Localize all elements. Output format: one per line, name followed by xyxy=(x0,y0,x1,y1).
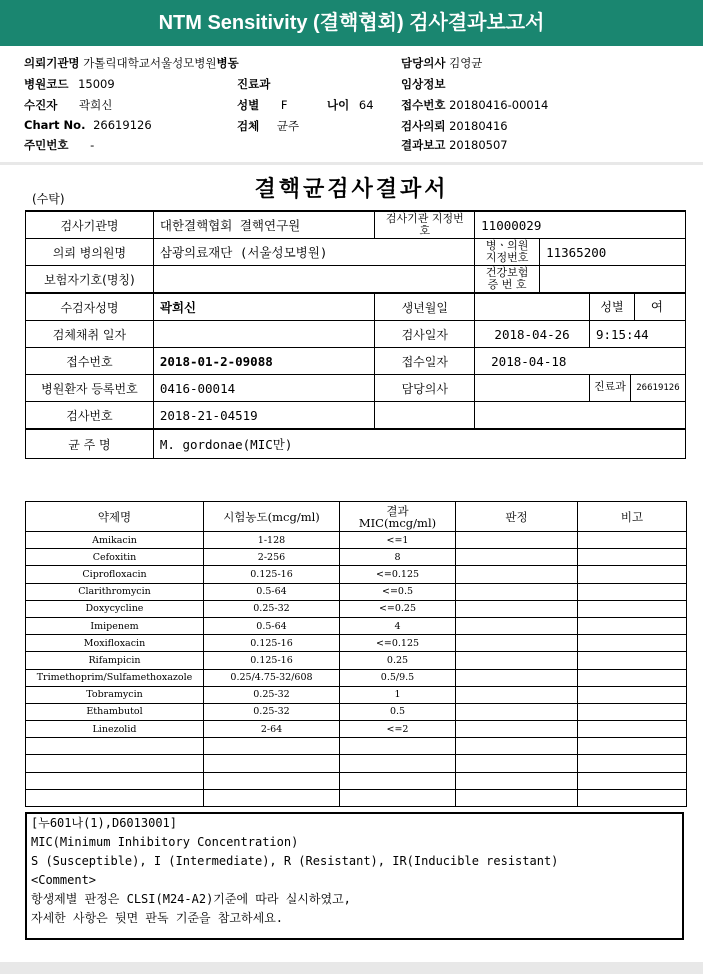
table-row xyxy=(26,532,687,549)
doctor-value: 김영균 xyxy=(449,56,483,70)
chart-value: 26619126 xyxy=(93,118,152,132)
mic-result-cell: <=2 xyxy=(340,721,456,738)
comment-box xyxy=(25,812,684,940)
request-field xyxy=(401,118,508,134)
chart-field xyxy=(24,118,152,132)
insured-value xyxy=(153,266,474,294)
blank-cell-2 xyxy=(475,402,686,430)
comment-line: 자세한 사항은 뒷면 판독 기준을 참고하세요. xyxy=(31,911,284,925)
test-conc-cell: 0.25-32 xyxy=(204,686,340,703)
test-date-label: 검사일자 xyxy=(375,321,475,348)
doc-label: 담당의사 xyxy=(375,375,475,402)
remark-cell xyxy=(578,703,687,720)
mic-result-cell: 4 xyxy=(340,617,456,634)
judgement-cell xyxy=(456,652,578,669)
mic-result-cell: <=1 xyxy=(340,532,456,549)
table-row xyxy=(26,686,687,703)
organism-label: 균 주 명 xyxy=(26,429,154,459)
test-conc-cell xyxy=(204,738,340,755)
judgement-cell xyxy=(456,669,578,686)
judgement-cell xyxy=(456,738,578,755)
drug-name-cell xyxy=(26,755,204,772)
test-conc-cell: 0.25-32 xyxy=(204,600,340,617)
table-row xyxy=(26,635,687,652)
table-row xyxy=(26,566,687,583)
remark-header: 비고 xyxy=(578,502,687,532)
comment-line: 항생제별 판정은 CLSI(M24-A2)기준에 따라 실시하였고, xyxy=(31,892,351,906)
drug-table-header xyxy=(26,502,687,532)
judgement-cell xyxy=(456,532,578,549)
request-value: 20180416 xyxy=(449,119,508,133)
hosp-label: 의뢰 병의원명 xyxy=(26,239,154,266)
remark-cell xyxy=(578,652,687,669)
mic-result-cell: <=0.25 xyxy=(340,600,456,617)
test-conc-cell xyxy=(204,755,340,772)
reg-label: 병원환자 등록번호 xyxy=(26,375,154,402)
judgement-cell xyxy=(456,600,578,617)
judgement-header: 판정 xyxy=(456,502,578,532)
test-conc-cell xyxy=(204,772,340,789)
org-no-label: 검사기관 지정번호 xyxy=(375,211,475,239)
mic-result-cell: <=0.125 xyxy=(340,635,456,652)
collector-label: 수진자 xyxy=(24,98,58,112)
doc-value xyxy=(475,375,590,402)
judgement-cell xyxy=(456,583,578,600)
table-row xyxy=(26,755,687,772)
judgement-cell xyxy=(456,721,578,738)
org-value: 대한결핵협회 결핵연구원 xyxy=(153,211,375,239)
ward-label: 병동 xyxy=(216,56,239,70)
comment-line: S (Susceptible), I (Intermediate), R (Resistant), IR(Inducible resistant) xyxy=(31,854,559,868)
remark-cell xyxy=(578,566,687,583)
age-label: 나이 xyxy=(327,98,350,112)
test-time-value: 9:15:44 xyxy=(589,321,685,348)
table-row xyxy=(26,549,687,566)
sex-label: 성별 xyxy=(237,98,260,112)
comment-line: <Comment> xyxy=(31,873,97,887)
mic-result-cell: 0.5 xyxy=(340,703,456,720)
drug-name-cell: Amikacin xyxy=(26,532,204,549)
judgement-cell xyxy=(456,686,578,703)
drug-name-cell xyxy=(26,789,204,806)
hosp-no-label: 병ㆍ의원 지정번호 xyxy=(475,239,540,266)
req-org-value: 가톨릭대학교서울성모병원 xyxy=(83,56,217,70)
table-row xyxy=(26,789,687,806)
table-row xyxy=(26,617,687,634)
consignment-label: (수탁) xyxy=(32,192,65,206)
mic-result-cell xyxy=(340,755,456,772)
dept-field xyxy=(237,76,270,92)
name-label: 수검자성명 xyxy=(26,293,154,321)
id-label: 주민번호 xyxy=(24,138,69,152)
hosp-no-value: 11365200 xyxy=(540,239,686,266)
test-conc-cell: 0.25/4.75-32/608 xyxy=(204,669,340,686)
remark-cell xyxy=(578,600,687,617)
id-field xyxy=(24,137,94,153)
remark-cell xyxy=(578,721,687,738)
conc-header: 시험농도(mcg/ml) xyxy=(204,502,340,532)
remark-cell xyxy=(578,755,687,772)
table-row xyxy=(26,583,687,600)
sheet-sex-label: 성별 xyxy=(590,294,635,320)
judgement-cell xyxy=(456,635,578,652)
judgement-cell xyxy=(456,549,578,566)
report-date-field xyxy=(401,137,508,153)
ins-no-label: 건강보험 증 번 호 xyxy=(475,266,540,294)
drug-name-cell: Moxifloxacin xyxy=(26,635,204,652)
receipt-field xyxy=(401,97,548,113)
sheet-dept-label: 진료과 xyxy=(594,380,626,393)
remark-cell xyxy=(578,635,687,652)
remark-cell xyxy=(578,583,687,600)
age-field xyxy=(327,97,374,113)
testno-value: 2018-21-04519 xyxy=(153,402,375,430)
sheet-sex-value: 여 xyxy=(650,299,663,314)
hosp-value: 삼광의료재단 (서울성모병원) xyxy=(153,239,474,266)
table-row xyxy=(26,703,687,720)
table-row xyxy=(26,738,687,755)
remark-cell xyxy=(578,686,687,703)
drug-name-cell: Rifampicin xyxy=(26,652,204,669)
remark-cell xyxy=(578,617,687,634)
report-date-label: 결과보고 xyxy=(401,138,446,152)
mic-result-cell xyxy=(340,789,456,806)
divider xyxy=(0,162,703,165)
test-conc-cell: 0.125-16 xyxy=(204,652,340,669)
receipt-label: 접수번호 xyxy=(401,98,446,112)
reg-value: 0416-00014 xyxy=(153,375,375,402)
drug-name-cell: Linezolid xyxy=(26,721,204,738)
table-row xyxy=(26,652,687,669)
receipt-date-label: 접수일자 xyxy=(375,348,475,375)
specimen-field xyxy=(237,118,299,134)
report-date-value: 20180507 xyxy=(449,138,508,152)
ins-no-value xyxy=(540,266,686,294)
judgement-cell xyxy=(456,772,578,789)
birth-label: 생년월일 xyxy=(375,293,475,321)
test-conc-cell: 0.125-16 xyxy=(204,635,340,652)
mic-header: 결과 MIC(mcg/ml) xyxy=(340,502,456,532)
remark-cell xyxy=(578,549,687,566)
collector-value: 곽희신 xyxy=(78,98,113,112)
sex-field xyxy=(237,97,288,113)
collect-label: 검체채취 일자 xyxy=(26,321,154,348)
bottom-bar xyxy=(0,962,703,974)
table-row xyxy=(26,721,687,738)
sex-cell xyxy=(589,293,685,321)
mic-result-cell xyxy=(340,772,456,789)
drug-name-cell: Tobramycin xyxy=(26,686,204,703)
test-conc-cell: 0.5-64 xyxy=(204,583,340,600)
judgement-cell xyxy=(456,617,578,634)
drug-name-cell xyxy=(26,772,204,789)
test-conc-cell: 2-64 xyxy=(204,721,340,738)
test-conc-cell: 2-256 xyxy=(204,549,340,566)
dept-cell xyxy=(589,375,685,402)
clinical-field xyxy=(401,76,445,92)
drug-name-cell: Trimethoprim/Sulfamethoxazole xyxy=(26,669,204,686)
code-value: 15009 xyxy=(78,77,115,91)
sheet-title: 결핵균검사결과서 xyxy=(254,176,449,202)
test-conc-cell xyxy=(204,789,340,806)
code-label: 병원코드 xyxy=(24,77,69,91)
blank-cell-1 xyxy=(375,402,475,430)
patient-info-table xyxy=(25,210,686,459)
mic-result-cell xyxy=(340,738,456,755)
remark-cell xyxy=(578,738,687,755)
remark-cell xyxy=(578,532,687,549)
org-no-value: 11000029 xyxy=(475,211,686,239)
remark-cell xyxy=(578,789,687,806)
comment-line: [누601나(1),D6013001] xyxy=(31,816,178,830)
request-label: 검사의뢰 xyxy=(401,119,446,133)
drug-header: 약제명 xyxy=(26,502,204,532)
clinical-label: 임상정보 xyxy=(401,77,446,91)
receipt-date-value: 2018-04-18 xyxy=(475,348,686,375)
test-conc-cell: 0.25-32 xyxy=(204,703,340,720)
chart-label: Chart No. xyxy=(24,118,86,132)
receipt-no-label: 접수번호 xyxy=(26,348,154,375)
specimen-label: 검체 xyxy=(237,119,260,133)
remark-cell xyxy=(578,669,687,686)
mic-result-cell: <=0.5 xyxy=(340,583,456,600)
judgement-cell xyxy=(456,703,578,720)
testno-label: 검사번호 xyxy=(26,402,154,430)
test-conc-cell: 1-128 xyxy=(204,532,340,549)
remark-cell xyxy=(578,772,687,789)
drug-name-cell: Ciprofloxacin xyxy=(26,566,204,583)
collector-field xyxy=(24,97,112,113)
table-row xyxy=(26,772,687,789)
doctor-label: 담당의사 xyxy=(401,56,446,70)
drug-name-cell: Clarithromycin xyxy=(26,583,204,600)
birth-value xyxy=(475,293,590,321)
drug-name-cell xyxy=(26,738,204,755)
sheet-dept-value: 26619126 xyxy=(630,375,685,401)
test-conc-cell: 0.125-16 xyxy=(204,566,340,583)
test-date-value: 2018-04-26 xyxy=(475,321,590,348)
doctor-field xyxy=(401,55,482,71)
mic-result-cell: 1 xyxy=(340,686,456,703)
organism-value: M. gordonae(MIC만) xyxy=(153,429,685,459)
mic-result-cell: 8 xyxy=(340,549,456,566)
age-value: 64 xyxy=(358,98,374,112)
judgement-cell xyxy=(456,566,578,583)
code-field xyxy=(24,76,115,92)
drug-name-cell: Ethambutol xyxy=(26,703,204,720)
org-label: 검사기관명 xyxy=(26,211,154,239)
collect-value xyxy=(153,321,375,348)
mic-result-cell: 0.5/9.5 xyxy=(340,669,456,686)
id-value: - xyxy=(90,138,95,152)
receipt-no-value: 2018-01-2-09088 xyxy=(153,348,375,375)
drug-name-cell: Cefoxitin xyxy=(26,549,204,566)
mic-result-cell: <=0.125 xyxy=(340,566,456,583)
sex-value: F xyxy=(280,98,288,112)
drug-name-cell: Doxycycline xyxy=(26,600,204,617)
receipt-value: 20180416-00014 xyxy=(449,98,549,112)
drug-sensitivity-table xyxy=(25,501,687,807)
drug-name-cell: Imipenem xyxy=(26,617,204,634)
judgement-cell xyxy=(456,789,578,806)
name-value: 곽희신 xyxy=(153,293,375,321)
req-org-label: 의뢰기관명 xyxy=(24,56,80,70)
insured-label: 보험자기호(명칭) xyxy=(26,266,154,294)
req-org-field xyxy=(24,55,239,71)
dept-label: 진료과 xyxy=(237,77,271,91)
comment-line: MIC(Minimum Inhibitory Concentration) xyxy=(31,835,299,849)
specimen-value: 균주 xyxy=(276,119,300,133)
report-title: NTM Sensitivity (결핵협회) 검사결과보고서 xyxy=(0,0,703,46)
mic-result-cell: 0.25 xyxy=(340,652,456,669)
table-row xyxy=(26,600,687,617)
table-row xyxy=(26,669,687,686)
test-conc-cell: 0.5-64 xyxy=(204,617,340,634)
judgement-cell xyxy=(456,755,578,772)
